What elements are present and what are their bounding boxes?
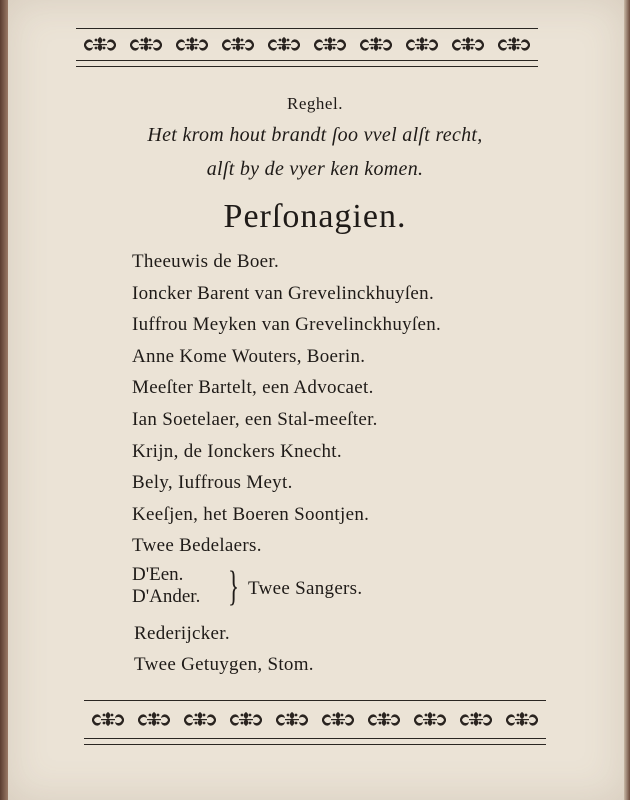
cast-item: Twee Getuygen, Stom.	[134, 654, 314, 675]
fleuron-ornament-icon	[402, 34, 442, 54]
fleuron-ornament-icon	[172, 34, 212, 54]
motto-line-1: Het krom hout brandt ſoo vvel alſt recht,	[147, 124, 483, 146]
singer-second: D'Ander.	[132, 586, 201, 607]
top-rule-lower	[76, 60, 538, 61]
cast-item: Keeſjen, het Boeren Soontjen.	[132, 503, 370, 525]
fleuron-ornament-icon	[218, 34, 258, 54]
fleuron-ornament-icon	[88, 709, 128, 729]
reghel-label: Reghel.	[287, 94, 343, 113]
fleuron-ornament-icon	[364, 709, 404, 729]
bottom-rule-upper	[84, 700, 546, 701]
bottom-ornament-band	[88, 708, 542, 730]
cast-item: Ioncker Barent van Grevelinckhuyſen.	[132, 282, 435, 304]
cast-item: Rederijcker.	[134, 623, 230, 644]
cast-item: Bely, Iuffrous Meyt.	[132, 472, 293, 494]
cast-item: Twee Bedelaers.	[132, 535, 262, 557]
fleuron-ornament-icon	[126, 34, 166, 54]
fleuron-ornament-icon	[226, 709, 266, 729]
fleuron-ornament-icon	[310, 34, 350, 54]
cast-item: Iuffrou Meyken van Grevelinckhuyſen.	[132, 314, 442, 336]
cast-item: Anne Kome Wouters, Boerin.	[132, 345, 366, 367]
cast-item: Ian Soetelaer, een Stal-meeſter.	[132, 408, 378, 430]
fleuron-ornament-icon	[356, 34, 396, 54]
fleuron-ornament-icon	[494, 34, 534, 54]
top-ornament-band	[80, 33, 534, 55]
top-rule-lowest	[76, 66, 538, 67]
book-spine-edge	[0, 0, 8, 800]
fleuron-ornament-icon	[272, 709, 312, 729]
bottom-rule-lowest	[84, 744, 546, 745]
fleuron-ornament-icon	[410, 709, 450, 729]
singer-first: D'Een.	[132, 564, 184, 585]
cast-item: Meeſter Bartelt, een Advocaet.	[132, 377, 374, 399]
top-rule-upper	[76, 28, 538, 29]
cast-list-continued	[134, 618, 314, 680]
fleuron-ornament-icon	[264, 34, 304, 54]
fleuron-ornament-icon	[502, 709, 542, 729]
personagien-heading: Perſonagien.	[223, 198, 407, 235]
singer-names	[132, 564, 200, 608]
fleuron-ornament-icon	[318, 709, 358, 729]
fleuron-ornament-icon	[448, 34, 488, 54]
fleuron-ornament-icon	[456, 709, 496, 729]
page-right-edge	[624, 0, 630, 800]
cast-list	[132, 246, 441, 562]
curly-brace-icon: }	[228, 564, 240, 610]
fleuron-ornament-icon	[180, 709, 220, 729]
bottom-rule-lower	[84, 738, 546, 739]
motto-line-2: alſt by de vyer ken komen.	[206, 158, 424, 180]
cast-item: Krijn, de Ionckers Knecht.	[132, 440, 342, 462]
fleuron-ornament-icon	[80, 34, 120, 54]
fleuron-ornament-icon	[134, 709, 174, 729]
singers-group-label: Twee Sangers.	[248, 578, 363, 599]
cast-item: Theeuwis de Boer.	[132, 251, 280, 272]
